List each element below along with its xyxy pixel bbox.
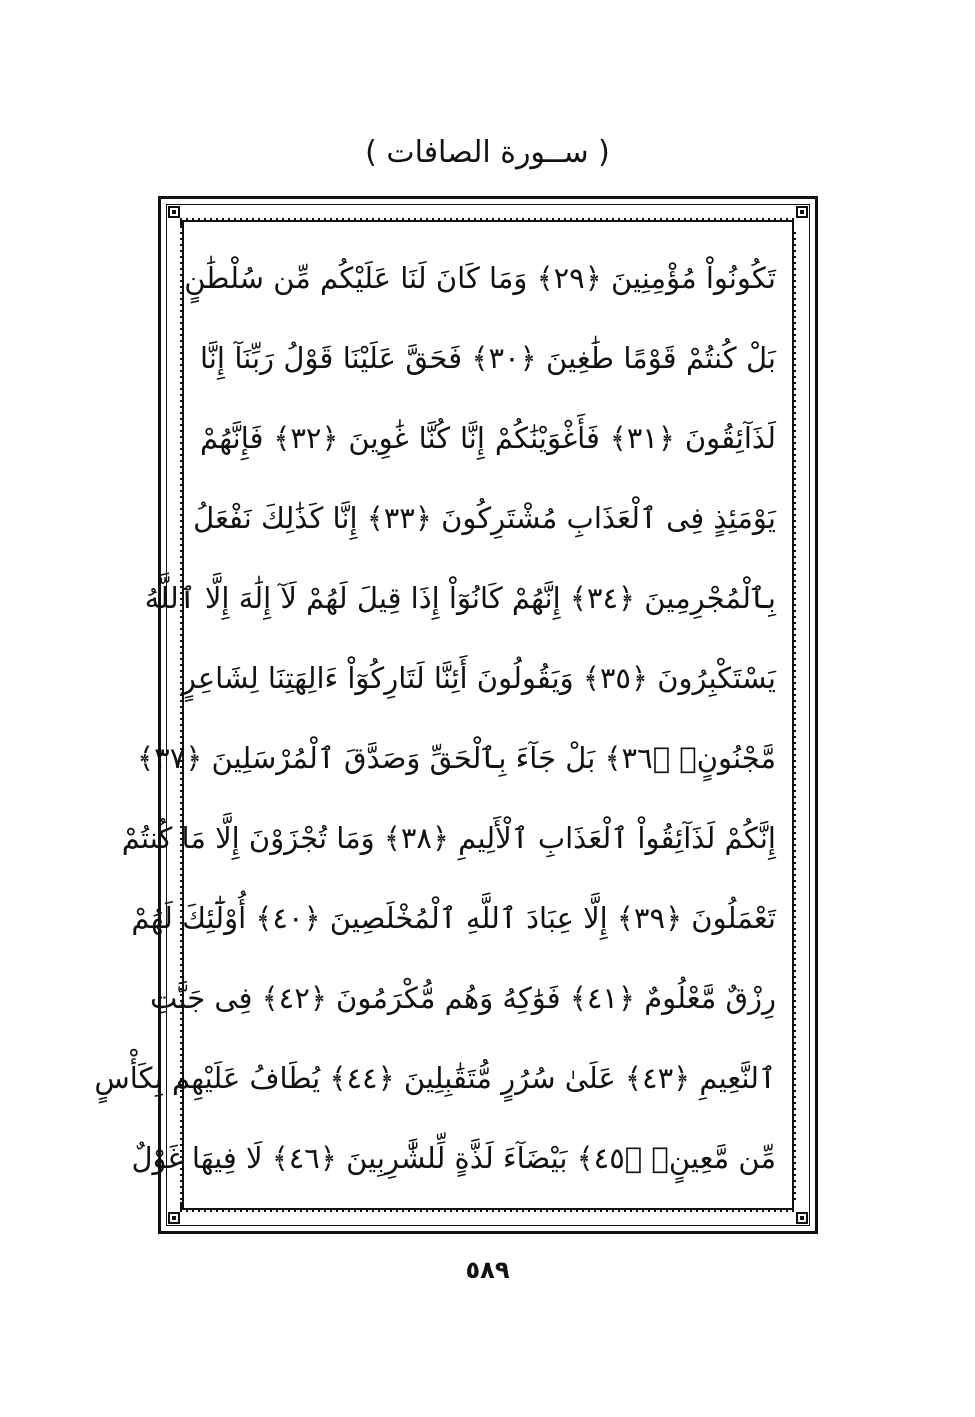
verse-line: رِزْقٌ مَّعْلُومٌ ﴿٤١﴾ فَوَٰكِهُ وَهُم مُّكْرَمُونَ ﴿٤٢﴾ فِى جَنَّٰتِ (150, 981, 776, 1015)
frame-corner-ornament (796, 206, 808, 218)
verse-line: لَذَآئِقُونَ ﴿٣١﴾ فَأَغْوَيْنَٰكُمْ إِنَّا كُنَّا غَٰوِينَ ﴿٣٢﴾ فَإِنَّهُمْ (200, 421, 776, 455)
verse-line: تَعْمَلُونَ ﴿٣٩﴾ إِلَّا عِبَادَ ٱللَّهِ ٱلْمُخْلَصِينَ ﴿٤٠﴾ أُوْلَٰٓئِكَ لَهُمْ (131, 901, 776, 935)
page-number: ٥٨٩ (465, 1256, 510, 1284)
frame-corner-ornament (168, 206, 180, 218)
verse-line: بِٱلْمُجْرِمِينَ ﴿٣٤﴾ إِنَّهُمْ كَانُوٓاْ إِذَا قِيلَ لَهُمْ لَآ إِلَٰهَ إِلَّا ٱللَّهُ (144, 581, 776, 615)
verse-line: يَوْمَئِذٍ فِى ٱلْعَذَابِ مُشْتَرِكُونَ ﴿٣٣﴾ إِنَّا كَذَٰلِكَ نَفْعَلُ (193, 501, 776, 535)
verse-line: إِنَّكُمْ لَذَآئِقُواْ ٱلْعَذَابِ ٱلْأَلِيمِ ﴿٣٨﴾ وَمَا تُجْزَوْنَ إِلَّا مَا كُنتُمْ (121, 821, 776, 855)
verse-line: تَكُونُواْ مُؤْمِنِينَ ﴿٢٩﴾ وَمَا كَانَ لَنَا عَلَيْكُم مِّن سُلْطَٰنٍ (184, 261, 776, 295)
verse-block (94, 238, 776, 1198)
frame-corner-ornament (168, 1212, 180, 1224)
verse-line: يَسْتَكْبِرُونَ ﴿٣٥﴾ وَيَقُولُونَ أَئِنَّا لَتَارِكُوٓاْ ءَالِهَتِنَا لِشَاعِرٍ (181, 661, 776, 695)
verse-line: بَلْ كُنتُمْ قَوْمًا طَٰغِينَ ﴿٣٠﴾ فَحَقَّ عَلَيْنَا قَوْلُ رَبِّنَآ إِنَّا (200, 341, 776, 375)
frame-corner-ornament (796, 1212, 808, 1224)
verse-line: مَّجْنُونٍۭ ﴿٣٦﴾ بَلْ جَآءَ بِٱلْحَقِّ وَصَدَّقَ ٱلْمُرْسَلِينَ ﴿٣٧﴾ (137, 741, 776, 775)
verse-line: مِّن مَّعِينٍۭ ﴿٤٥﴾ بَيْضَآءَ لَذَّةٍ لِّلشَّٰرِبِينَ ﴿٤٦﴾ لَا فِيهَا غَوْلٌ (131, 1141, 776, 1175)
verse-line: ٱلنَّعِيمِ ﴿٤٣﴾ عَلَىٰ سُرُرٍ مُّتَقَٰبِلِينَ ﴿٤٤﴾ يُطَافُ عَلَيْهِم بِكَأْسٍ (94, 1061, 776, 1095)
surah-title: ( ســورة الصافات ) (365, 135, 610, 170)
